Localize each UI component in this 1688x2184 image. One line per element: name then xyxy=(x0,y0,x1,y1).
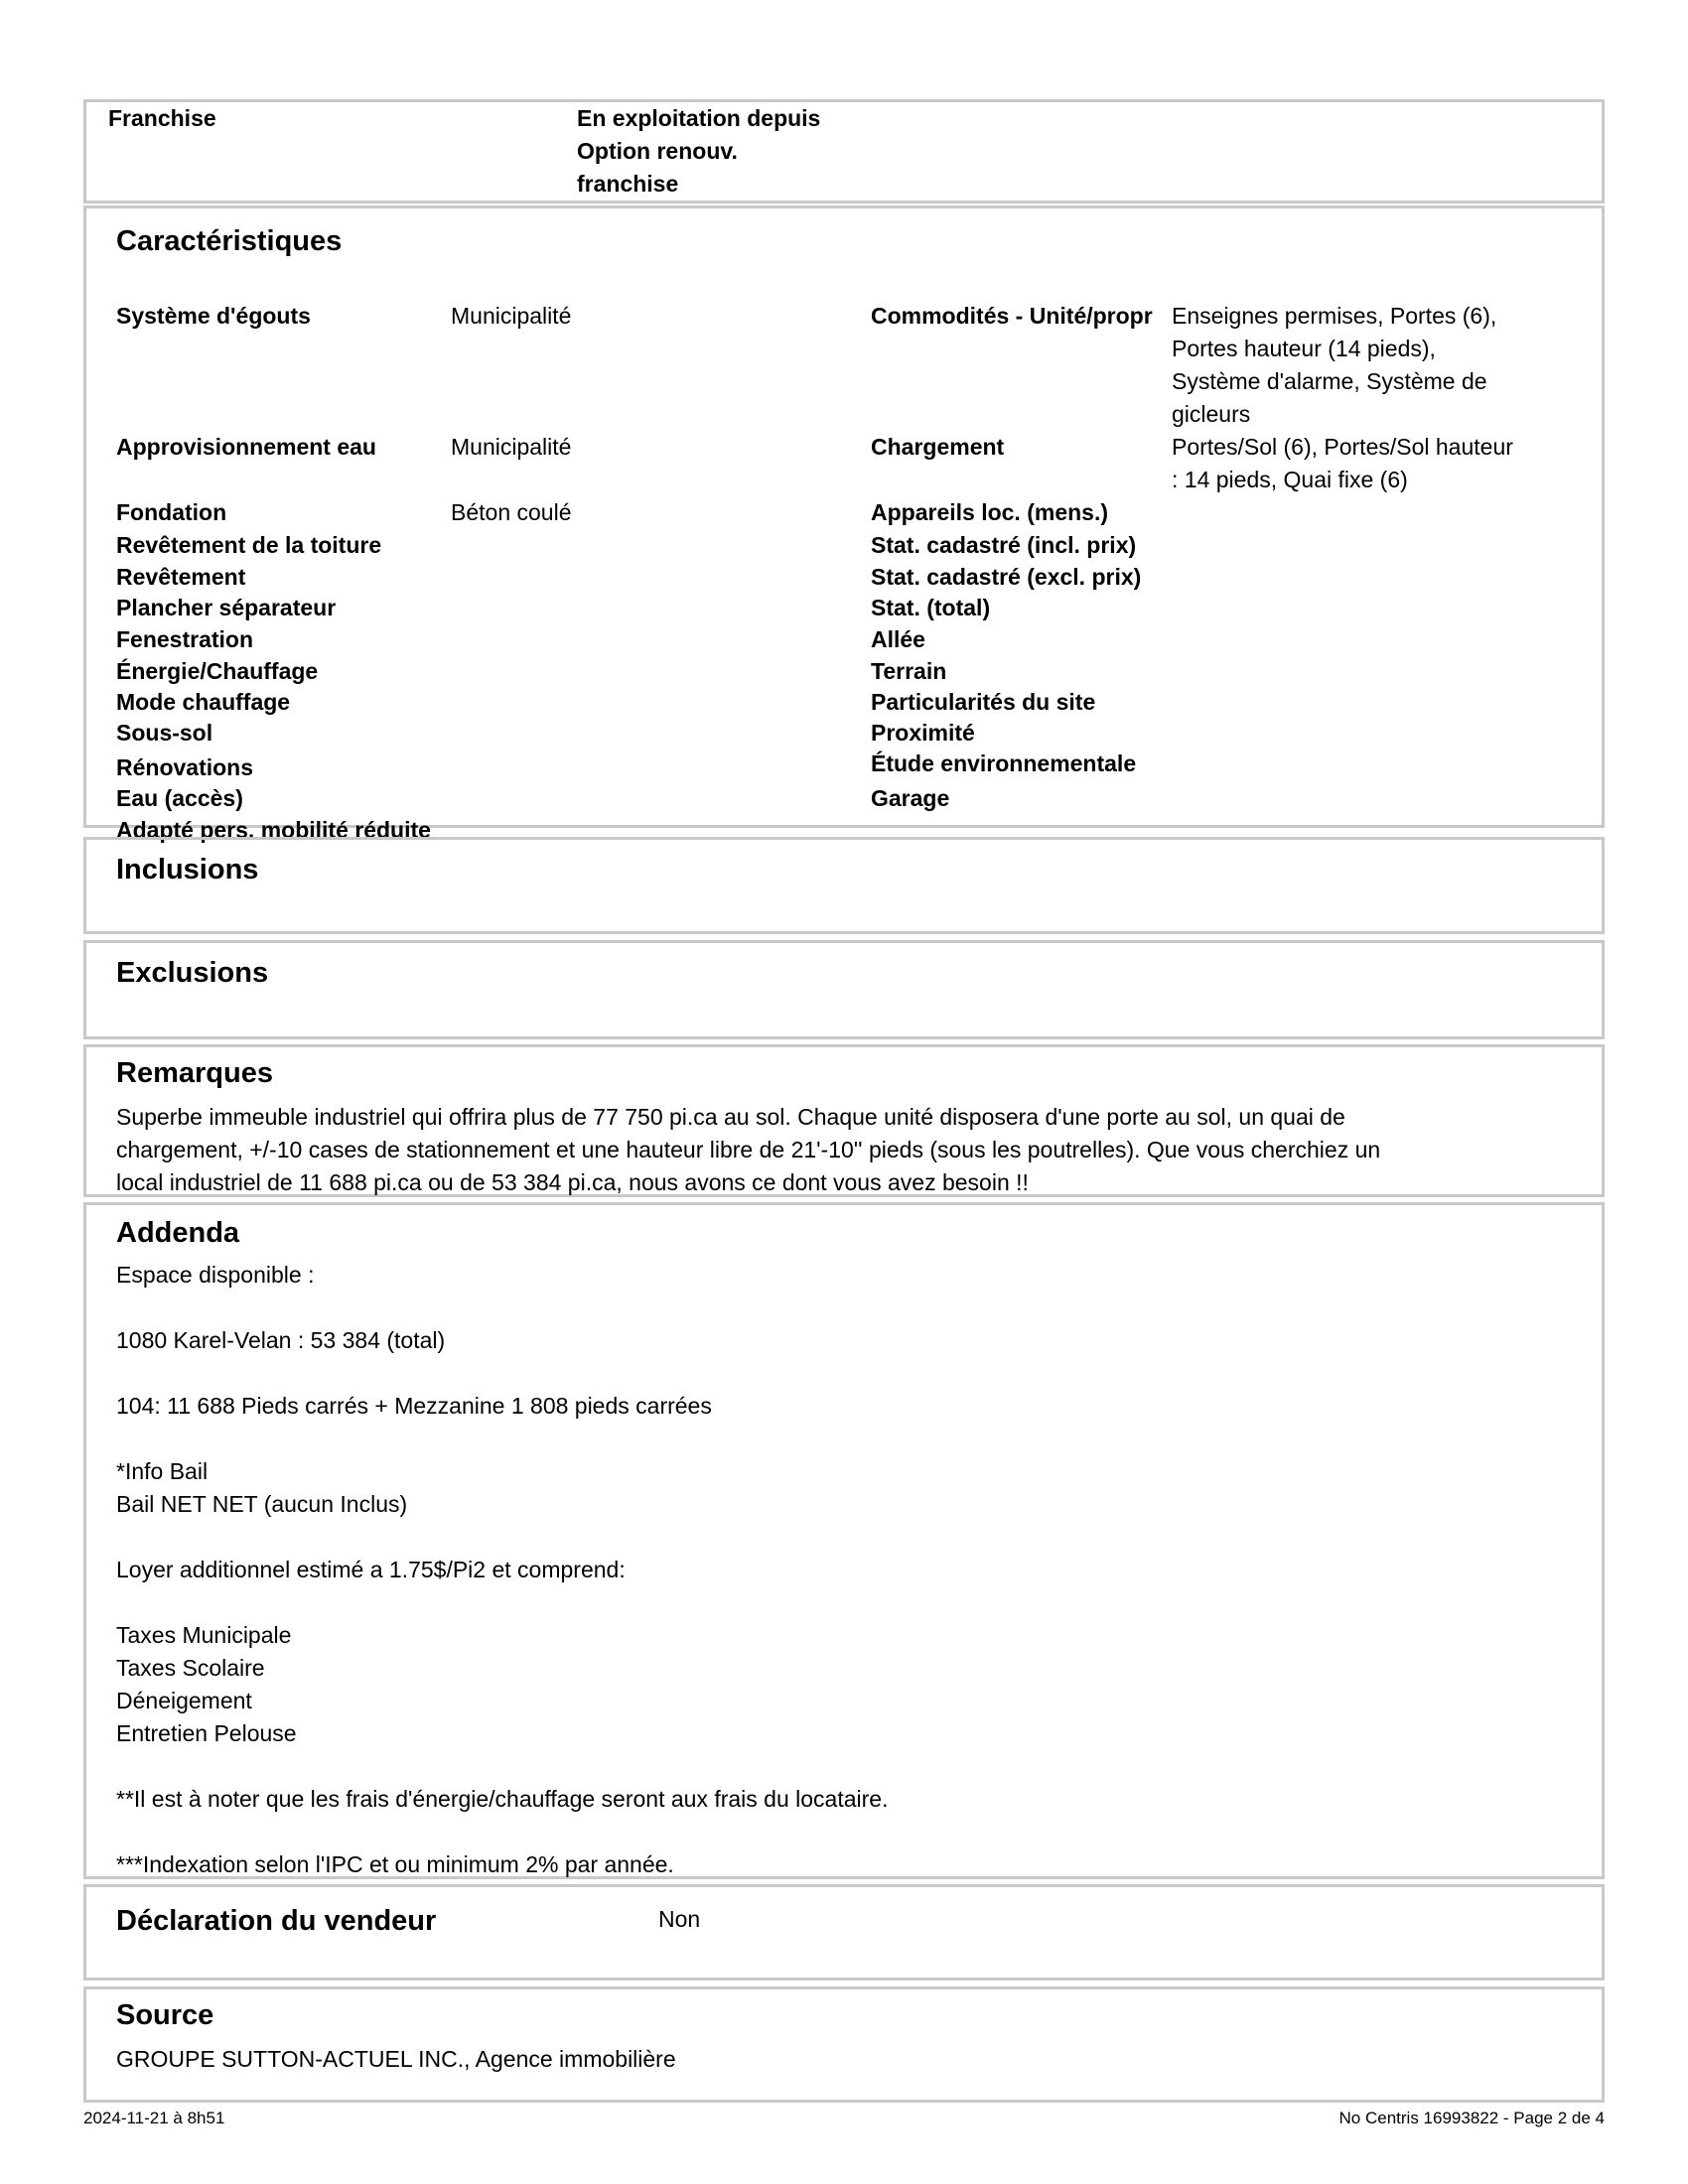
source-text: GROUPE SUTTON-ACTUEL INC., Agence immobilière xyxy=(116,2046,676,2072)
caracteristique-label: Eau (accès) xyxy=(116,785,243,811)
remarques-section xyxy=(83,1044,1605,1197)
caracteristique-label: Stat. (total) xyxy=(871,595,991,620)
caracteristique-label: Plancher séparateur xyxy=(116,595,337,620)
caracteristique-label: Stat. cadastré (excl. prix) xyxy=(871,564,1142,590)
franchise-section xyxy=(83,99,1605,204)
caracteristique-value: Béton coulé xyxy=(451,499,572,525)
caracteristique-label: Sous-sol xyxy=(116,720,213,746)
caracteristique-label: Chargement xyxy=(871,434,1005,460)
caracteristique-label: Étude environnementale xyxy=(871,751,1137,776)
caracteristique-label: Garage xyxy=(871,785,950,811)
caracteristique-label: Revêtement de la toiture xyxy=(116,532,382,558)
remarques-text: Superbe immeuble industriel qui offrira plus de 77 750 pi.ca au sol. Chaque unité disposera d'une porte au sol, un quai de chargement, +/-10 cases de stationnement et une hauteur libre de 21'-10'' pieds (sous les poutrelles). Que vous cherchiez un local industriel de 11 688 pi.ca ou de 53 384 pi.ca, nous avons ce dont vous avez besoin !! xyxy=(116,1104,1381,1195)
addenda-text: Espace disponible : 1080 Karel-Velan : 53 384 (total) 104: 11 688 Pieds carrés + Mezzanine 1 808 pieds carrées *Info Bail Bail NET NET (aucun Inclus) Loyer additionnel estimé a 1.75$/Pi2 et comprend: Taxes Municipale Taxes Scolaire Déneigement Entretien Pelouse **Il est à noter que les frais d'énergie/chauffage seront aux frais du locataire. ***Indexation selon l'IPC et ou minimum 2% par année. xyxy=(116,1262,889,1877)
inclusions-section xyxy=(83,837,1605,934)
caracteristique-label: Énergie/Chauffage xyxy=(116,658,319,684)
caracteristiques-title: Caractéristiques xyxy=(116,225,343,257)
caracteristique-label: Stat. cadastré (incl. prix) xyxy=(871,532,1137,558)
caracteristique-label: Système d'égouts xyxy=(116,303,311,329)
caracteristique-label: Adapté pers. mobilité réduite xyxy=(116,817,431,843)
caracteristiques-section xyxy=(83,205,1605,843)
exploitation-label: En exploitation depuis xyxy=(577,105,821,131)
caracteristique-label: Terrain xyxy=(871,658,947,684)
footer-page: No Centris 16993822 - Page 2 de 4 xyxy=(1338,2109,1605,2127)
caracteristique-label: Approvisionnement eau xyxy=(116,434,376,460)
caracteristique-label: Rénovations xyxy=(116,754,254,780)
caracteristique-label: Fenestration xyxy=(116,626,254,652)
franchise-label: Franchise xyxy=(108,105,216,131)
caracteristique-label: Fondation xyxy=(116,499,227,525)
source-title: Source xyxy=(116,1999,214,2031)
addenda-title: Addenda xyxy=(116,1217,240,1249)
declaration-value: Non xyxy=(658,1906,701,1932)
declaration-title: Déclaration du vendeur xyxy=(116,1905,437,1937)
caracteristique-label: Particularités du site xyxy=(871,689,1096,715)
addenda-section xyxy=(83,1202,1605,1879)
exclusions-title: Exclusions xyxy=(116,957,269,989)
option-renouv-label: Option renouv. xyxy=(577,138,738,164)
footer-date: 2024-11-21 à 8h51 xyxy=(83,2109,225,2127)
caracteristique-value: Municipalité xyxy=(451,434,572,460)
caracteristique-label: Appareils loc. (mens.) xyxy=(871,499,1109,525)
source-section xyxy=(83,1986,1605,2103)
caracteristique-label: Revêtement xyxy=(116,564,246,590)
remarques-title: Remarques xyxy=(116,1057,273,1089)
caracteristique-value: Enseignes permises, Portes (6), Portes hauteur (14 pieds), Système d'alarme, Système de gicleurs xyxy=(1172,303,1497,427)
caracteristique-label: Commodités - Unité/propr xyxy=(871,303,1153,329)
caracteristique-value: Municipalité xyxy=(451,303,572,329)
exclusions-section xyxy=(83,940,1605,1039)
franchise-label-2: franchise xyxy=(577,171,679,197)
caracteristique-label: Mode chauffage xyxy=(116,689,291,715)
caracteristique-label: Allée xyxy=(871,626,925,652)
caracteristique-label: Proximité xyxy=(871,720,975,746)
caracteristique-value: Portes/Sol (6), Portes/Sol hauteur : 14 pieds, Quai fixe (6) xyxy=(1172,434,1513,492)
inclusions-title: Inclusions xyxy=(116,854,259,886)
declaration-section xyxy=(83,1884,1605,1980)
